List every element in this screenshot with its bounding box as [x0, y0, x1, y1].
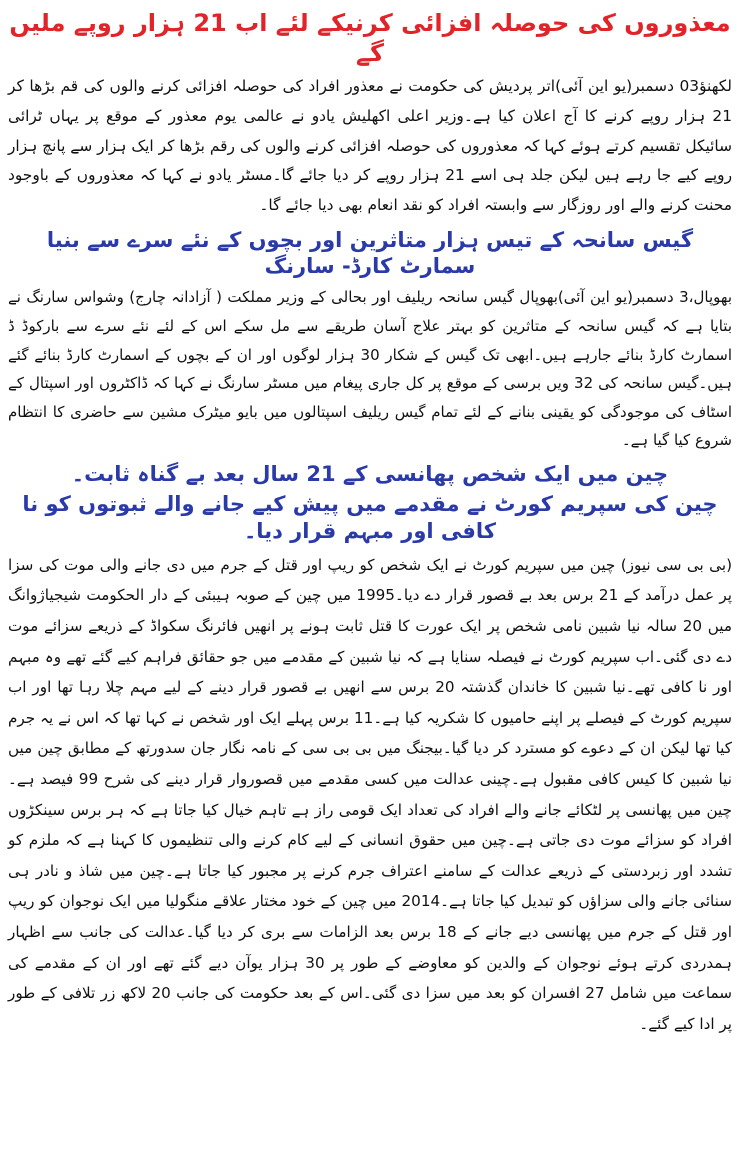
article3-headline: چین میں ایک شخص پھانسی کے 21 سال بعد بے گناہ ثابت۔ [71, 462, 669, 487]
article2-headline: گیس سانحہ کے تیس ہزار متاثرین اور بچوں کے نئے سرے سے بنیا سمارٹ کارڈ- سارنگ [46, 227, 694, 279]
article3-body: (بی بی سی نیوز) چین میں سپریم کورٹ نے ایک شخص کو ریپ اور قتل کے جرم میں دی جانے والی موت کی سزا پر عمل درآمد کے 21 برس بعد بے قصور قرار دے دیا۔1995 میں چین کے صوبہ ہیبئی کے دار الحکومت شیجیاژوانگ میں 20 سالہ نیا شبین نامی شخص پر ایک عورت کا قتل ثابت ہونے پر انھیں فائرنگ سکواڈ کے ذریعے سزائے موت دے دی گئی۔اب سپریم کورٹ نے فیصلہ سنایا ہے کہ نیا شبین کے مقدمے میں جو حقائق فراہم کیے گئے تھے وہ مبہم اور نا کافی تھے۔نیا شبین کا خاندان گذشتہ 20 برس سے انھیں بے قصور قرار دینے کے لیے مہم چلا رہا تھا اور اب سپریم کورٹ کے فیصلے پر اپنے حامیوں کا شکریہ کیا ہے۔11 برس پہلے ایک اور شخص نے کہا تھا کہ اس نے یہ جرم کیا تھا لیکن ان کے دعوے کو مسترد کر دیا گیا۔بیجنگ میں بی بی سی کے نامہ نگار جان سدورتھ کے مطابق چین میں نیا شبین کا کیس کافی مقبول ہے۔چینی عدالت میں کسی مقدمے میں قصوروار قرار دینے کی شرح 99 فیصد ہے۔چین میں پھانسی پر لٹکائے جانے والے افراد کی تعداد ایک قومی راز ہے تاہم خیال کیا جاتا ہے کہ ہر برس سینکڑوں افراد کو سزائے موت دی جاتی ہے۔چین میں حقوق انسانی کے لیے کام کرنے والی تنظیموں کا کہنا ہے کہ ملزم کو تشدد اور زبردستی کے ذریعے عدالت کے سامنے اعتراف جرم کرنے پر مجبور کیا جاتا ہے۔چین میں شاذ و نادر ہی سنائی جانے والی سزاؤں کو تبدیل کیا جاتا ہے۔2014 میں چین کے خود مختار علاقے منگولیا میں ایک نوجوان کو ریپ اور قتل کے جرم میں پھانسی دیے جانے کے 18 برس بعد الزامات سے بری کر دیا گیا۔عدالت کی جانب سے اظہار ہمدردی کرتے ہوئے نوجوان کے والدین کو معاوضے کے طور پر 30 ہزار یوآن دیے گئے تھے اور ان کے مقدمے کی سماعت میں شامل 27 افسران کو بعد میں سزا دی گئی۔اس کے بعد حکومت کی جانب 20 لاکھ زر تلافی کے طور پر ادا کیے گئے۔ [8, 555, 732, 1033]
article1-headline: معذوروں کی حوصلہ افزائی کرنیکے لئے اب 21 ہزار روپے ملیں گے [9, 9, 731, 67]
article2-body: بھوپال،3 دسمبر(یو این آئی)بھوپال گیس سانحہ ریلیف اور بحالی کے وزیر مملکت ( آزادانہ چارج) وشواس سارنگ نے بتایا ہے کہ گیس سانحہ کے متاثرین کو بہتر علاج آسان طریقے سے مل سکے اس کے لئے نئے سرے سے بارکوڈ ڈ اسمارٹ کارڈ بنائے جارہے ہیں۔ابھی تک گیس کے شکار 30 ہزار لوگوں اور ان کے بچوں کے اسمارٹ کارڈ بنائے گئے ہیں۔گیس سانحہ کی 32 ویں برسی کے موقع پر کل جاری پیغام میں مسٹر سارنگ نے کہا کہ ڈاکٹروں اور اسپتال کے اسٹاف کی موجودگی کو یقینی بنانے کے لئے تمام گیس ریلیف اسپتالوں میں بایو میٹرک مشین سے حاضری کا انتظام شروع کیا گیا ہے۔ [8, 288, 733, 450]
article1-body: لکھنؤ03 دسمبر(یو این آئی)اتر پردیش کی حکومت نے معذور افراد کی حوصلہ افزائی کرنے والوں کی قم بڑھا کر 21 ہزار روپے کرنے کا آج اعلان کیا ہے۔وزیر اعلی اکھلیش یادو نے عالمی یوم معذور کے موقع پر یہاں ٹرائی سائیکل تقسیم کرتے ہوئے کہا کہ معذوروں کی حوصلہ افزائی کرنے والوں کی رقم بڑھا کر ایک ہزار سے پانچ ہزار روپے کیے جا رہے ہیں لیکن جلد ہی اسے 21 ہزار روپے کر دیا جائے گا۔مسٹر یادو نے کہا کہ معذوروں کے باوجود محنت کرنے والے اور روزگار سے وابستہ افراد کو نقد انعام بھی دیا جائے گا۔ [8, 77, 732, 215]
article3-subheadline: چین کی سپریم کورٹ نے مقدمے میں پیش کیے جانے والے ثبوتوں کو نا کافی اور مبہم قرار دیا۔ [22, 492, 718, 543]
